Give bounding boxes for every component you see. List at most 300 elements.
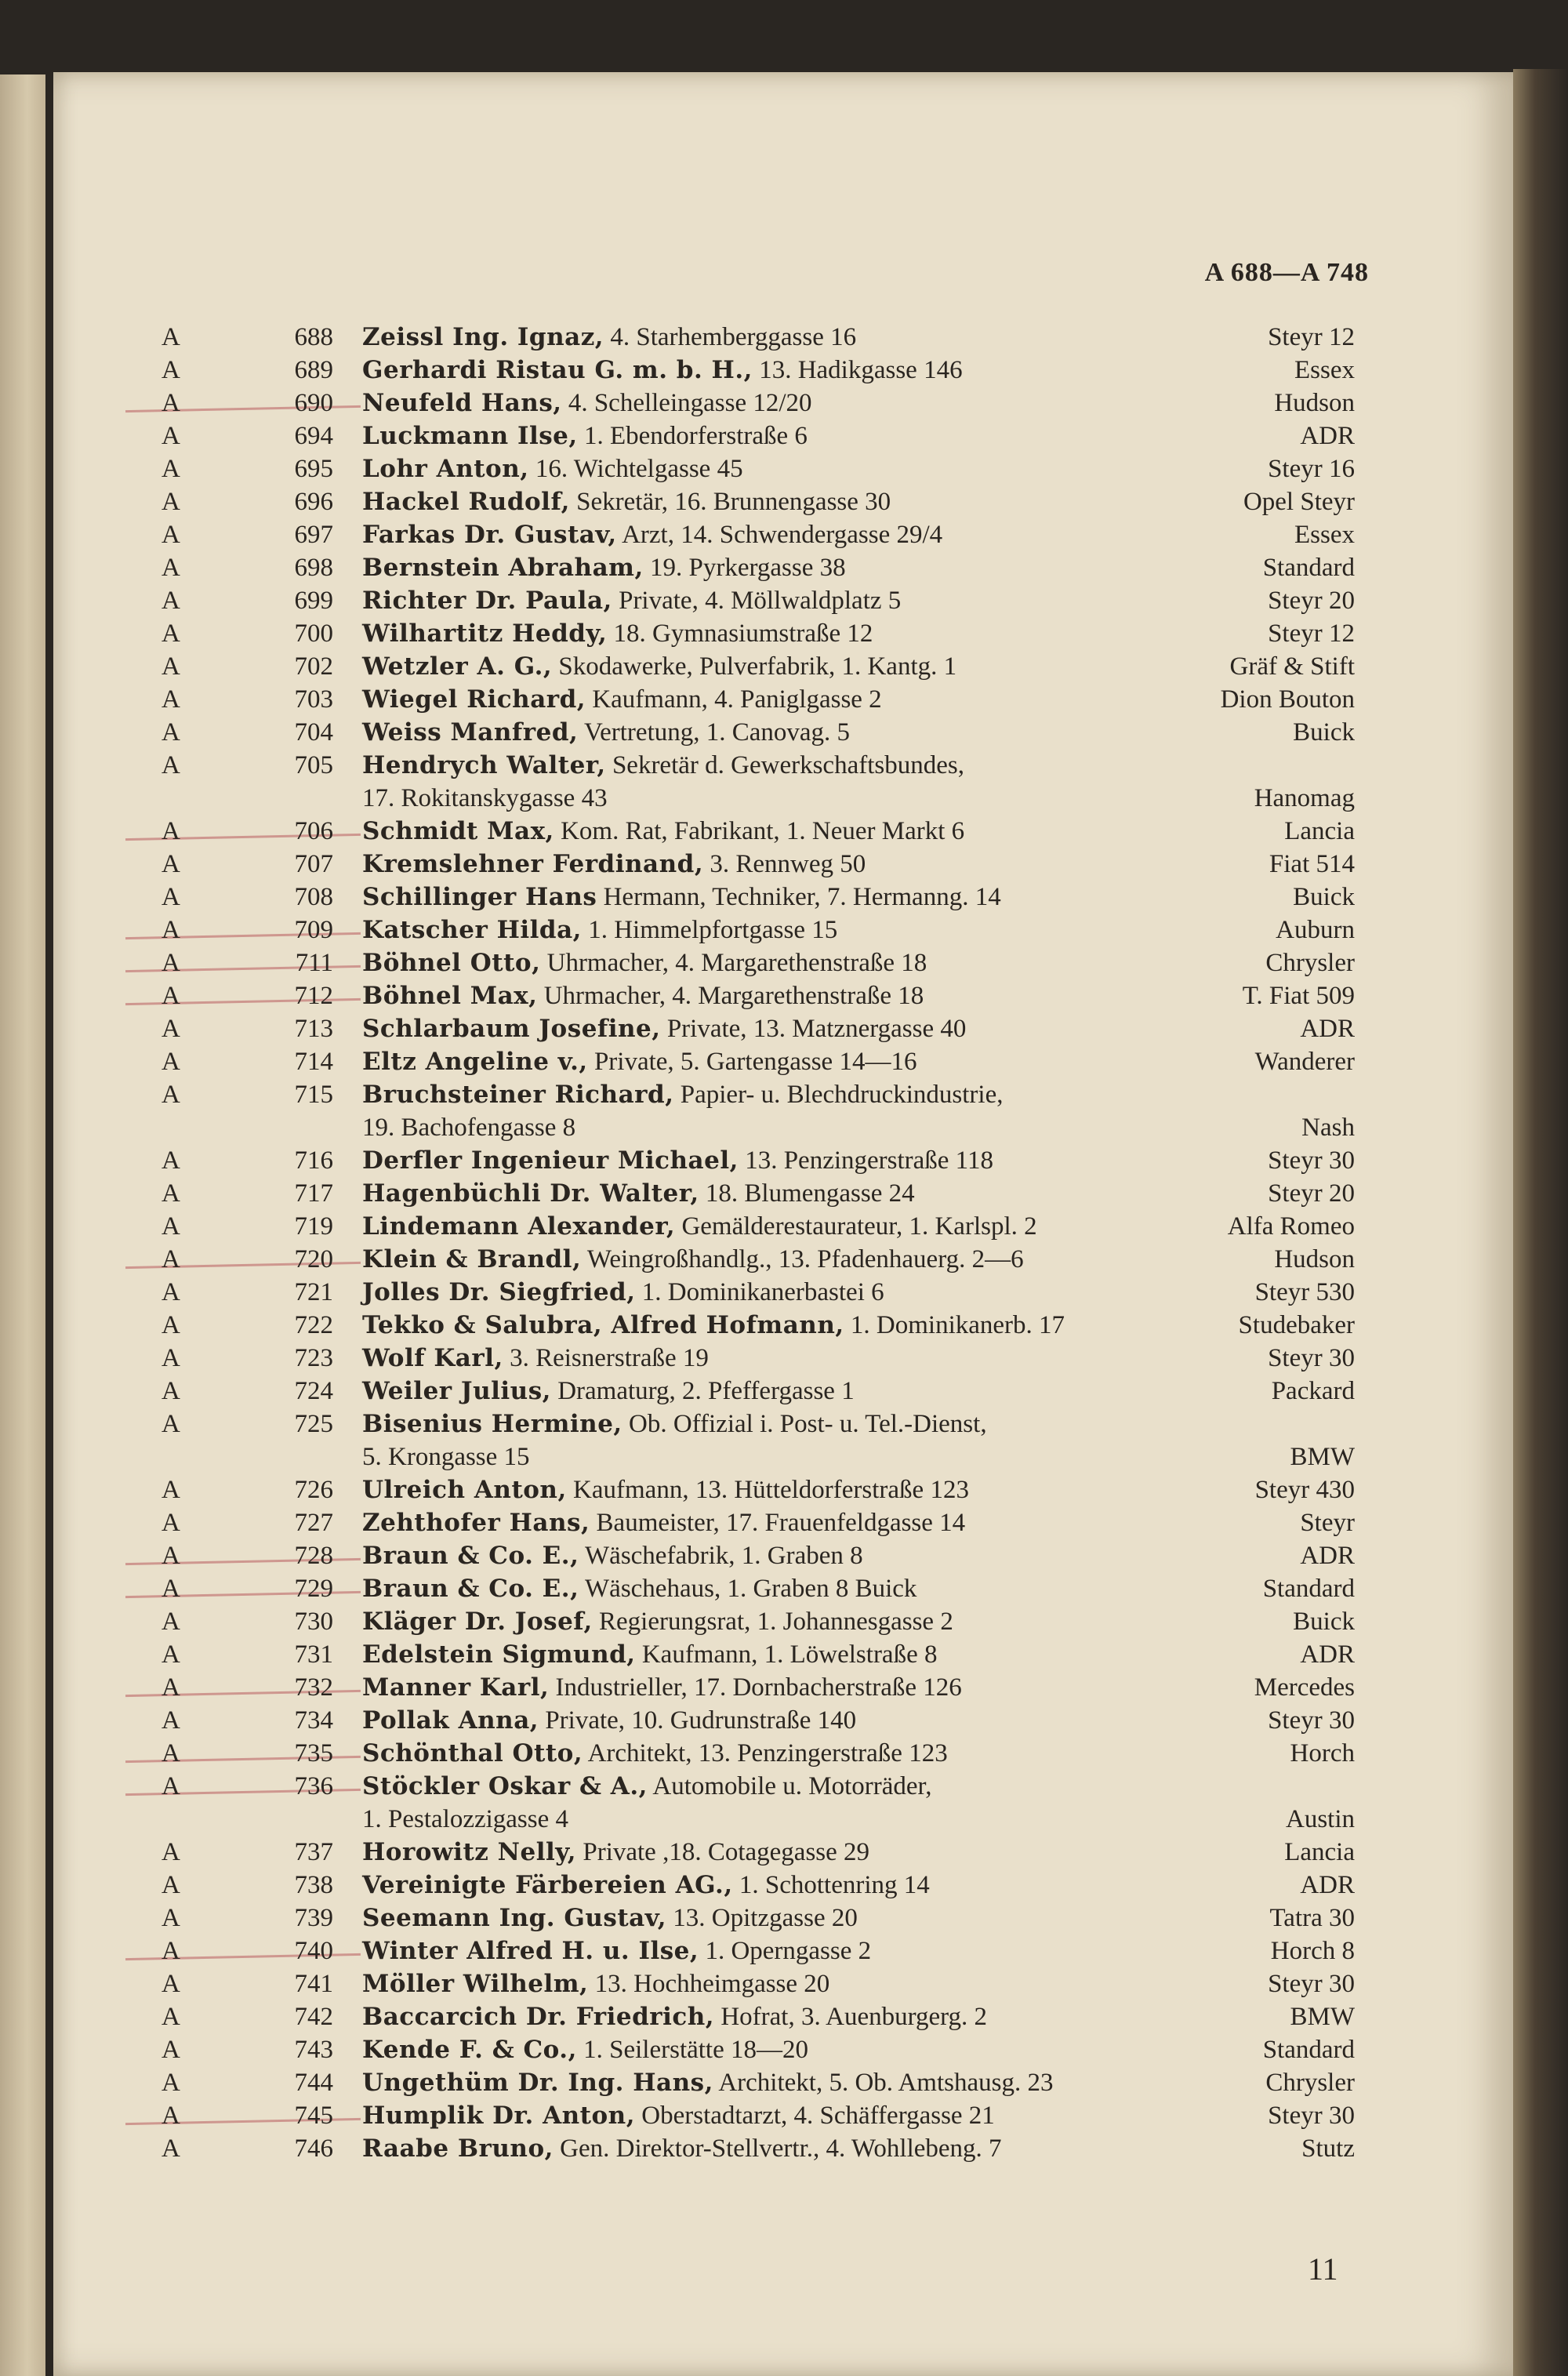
plate-prefix: A <box>162 1739 180 1767</box>
plate-number: 731 <box>294 1640 333 1669</box>
plate-number: 713 <box>294 1015 333 1043</box>
owner-details: Uhrmacher, 4. Margarethenstraße 18 <box>540 949 927 977</box>
owner-details: Private, 13. Matznergasse 40 <box>660 1015 967 1043</box>
car-make: Lancia <box>1284 817 1355 845</box>
owner-name: Richter Dr. Paula, <box>362 587 612 615</box>
plate-number: 696 <box>294 488 333 516</box>
owner-name: Böhnel Otto, <box>362 949 541 977</box>
plate-number: 719 <box>294 1212 333 1241</box>
owner-name: Schlarbaum Josefine, <box>362 1015 661 1043</box>
plate-prefix: A <box>162 455 180 483</box>
car-make: Buick <box>1293 883 1355 911</box>
owner-details: 4. Schelleingasse 12/20 <box>561 389 812 417</box>
plate-number: 721 <box>294 1278 333 1306</box>
owner-name: Ungethüm Dr. Ing. Hans, <box>362 2069 713 2097</box>
owner-line <box>362 1836 869 1869</box>
directory-entry <box>53 584 1512 617</box>
owner-name: Bernstein Abraham, <box>362 554 644 582</box>
owner-line <box>362 452 743 485</box>
directory-entry <box>53 321 1512 354</box>
owner-name: Zehthofer Hans, <box>362 1509 590 1537</box>
owner-name: Bruchsteiner Richard, <box>362 1081 674 1109</box>
car-make: Gräf & Stift <box>1229 652 1355 681</box>
plate-prefix: A <box>162 718 180 747</box>
plate-number: 715 <box>294 1081 333 1109</box>
owner-line <box>362 946 927 979</box>
owner-name: Schillinger Hans <box>362 883 597 911</box>
owner-line <box>362 650 956 683</box>
owner-line <box>362 518 942 551</box>
plate-number: 723 <box>294 1344 333 1372</box>
directory-entry <box>53 1473 1512 1506</box>
owner-name: Baccarcich Dr. Friedrich, <box>362 2003 715 2031</box>
owner-name: Hagenbüchli Dr. Walter, <box>362 1179 699 1208</box>
car-make: BMW <box>1290 1443 1355 1471</box>
directory-entry <box>53 1177 1512 1210</box>
owner-name: Jolles Dr. Siegfried, <box>362 1278 636 1306</box>
car-make: Essex <box>1294 521 1355 549</box>
owner-name: Kende F. & Co., <box>362 2036 577 2064</box>
directory-entry <box>53 1605 1512 1638</box>
owner-details: Industrieller, 17. Dornbacherstraße 126 <box>549 1673 962 1702</box>
owner-name: Wilhartitz Heddy, <box>362 619 608 648</box>
directory-entry <box>53 1506 1512 1539</box>
owner-line <box>362 914 837 946</box>
plate-prefix: A <box>162 1509 180 1537</box>
plate-prefix: A <box>162 1410 180 1438</box>
owner-details: 13. Hochheimgasse 20 <box>588 1970 830 1998</box>
directory-entry <box>53 1539 1512 1572</box>
directory-entry <box>53 1111 1512 1144</box>
owner-line <box>362 1144 993 1177</box>
plate-number: 736 <box>294 1772 333 1800</box>
directory-entry <box>53 881 1512 914</box>
directory-entry <box>53 1638 1512 1671</box>
owner-details: Baumeister, 17. Frauenfeldgasse 14 <box>590 1509 966 1537</box>
plate-number: 740 <box>294 1937 333 1965</box>
plate-number: 699 <box>294 587 333 615</box>
directory-entry <box>53 749 1512 782</box>
directory-entry <box>53 1045 1512 1078</box>
owner-line <box>362 2033 808 2066</box>
directory-entry <box>53 452 1512 485</box>
plate-number: 705 <box>294 751 333 779</box>
owner-line <box>362 2132 1002 2165</box>
plate-prefix: A <box>162 323 180 351</box>
owner-details: Private, 5. Gartengasse 14—16 <box>587 1048 917 1076</box>
owner-name: Farkas Dr. Gustav, <box>362 521 617 549</box>
plate-prefix: A <box>162 2069 180 2097</box>
plate-prefix: A <box>162 817 180 845</box>
car-make: Steyr <box>1300 1509 1355 1537</box>
plate-prefix: A <box>162 2036 180 2064</box>
plate-prefix: A <box>162 2102 180 2130</box>
plate-number: 742 <box>294 2003 333 2031</box>
owner-name: Bisenius Hermine, <box>362 1410 622 1438</box>
owner-line <box>362 1737 948 1770</box>
owner-details: Hermann, Techniker, 7. Hermanng. 14 <box>597 883 1001 911</box>
owner-line <box>362 1243 1024 1276</box>
owner-details: Kaufmann, 13. Hütteldorferstraße 123 <box>566 1476 969 1504</box>
car-make: Steyr 20 <box>1268 587 1355 615</box>
car-make: Standard <box>1262 1575 1355 1603</box>
owner-line <box>362 749 964 782</box>
owner-line <box>362 617 873 650</box>
owner-details: 5. Krongasse 15 <box>362 1443 530 1471</box>
owner-name: Braun & Co. E., <box>362 1575 579 1603</box>
owner-name: Schmidt Max, <box>362 817 554 845</box>
plate-prefix: A <box>162 1640 180 1669</box>
owner-details: 1. Schottenring 14 <box>732 1871 930 1899</box>
directory-entry <box>53 979 1512 1012</box>
owner-name: Horowitz Nelly, <box>362 1838 577 1866</box>
directory-entry <box>53 387 1512 420</box>
owner-details: 17. Rokitanskygasse 43 <box>362 784 608 812</box>
directory-entry <box>53 1210 1512 1243</box>
directory-entry <box>53 1440 1512 1473</box>
directory-entry <box>53 1770 1512 1803</box>
directory-entry <box>53 815 1512 848</box>
plate-number: 727 <box>294 1509 333 1537</box>
owner-name: Katscher Hilda, <box>362 916 582 944</box>
owner-name: Weiler Julius, <box>362 1377 551 1405</box>
owner-details: 3. Rennweg 50 <box>703 850 866 878</box>
car-make: Hudson <box>1274 389 1355 417</box>
plate-prefix: A <box>162 1048 180 1076</box>
plate-number: 741 <box>294 1970 333 1998</box>
owner-line <box>362 387 812 420</box>
directory-entry <box>53 650 1512 683</box>
owner-details: Architekt, 5. Ob. Amtshausg. 23 <box>713 2069 1054 2097</box>
directory-entry <box>53 1408 1512 1440</box>
plate-number: 726 <box>294 1476 333 1504</box>
owner-details: Private, 10. Gudrunstraße 140 <box>539 1706 857 1735</box>
owner-name: Hackel Rudolf, <box>362 488 570 516</box>
plate-prefix: A <box>162 850 180 878</box>
directory-entry <box>53 1342 1512 1375</box>
owner-details: Sekretär d. Gewerkschaftsbundes, <box>605 751 964 779</box>
plate-number: 729 <box>294 1575 333 1603</box>
owner-details: Architekt, 13. Penzingerstraße 123 <box>583 1739 948 1767</box>
owner-line <box>362 1638 937 1671</box>
directory-entry <box>53 617 1512 650</box>
owner-line <box>362 1473 969 1506</box>
car-make: ADR <box>1300 1871 1355 1899</box>
owner-details: Kaufmann, 1. Löwelstraße 8 <box>635 1640 938 1669</box>
car-make: Standard <box>1262 554 1355 582</box>
directory-entry <box>53 1836 1512 1869</box>
plate-number: 716 <box>294 1146 333 1175</box>
owner-name: Edelstein Sigmund, <box>362 1640 636 1669</box>
plate-number: 746 <box>294 2134 333 2163</box>
owner-line <box>362 2066 1053 2099</box>
plate-number: 695 <box>294 455 333 483</box>
car-make: ADR <box>1300 1015 1355 1043</box>
owner-name: Weiss Manfred, <box>362 718 579 747</box>
directory-entry <box>53 1309 1512 1342</box>
car-make: Mercedes <box>1254 1673 1355 1702</box>
owner-line <box>362 881 1001 914</box>
car-make: Studebaker <box>1238 1311 1355 1339</box>
car-make: Packard <box>1271 1377 1355 1405</box>
plate-prefix: A <box>162 685 180 714</box>
directory-entry <box>53 1704 1512 1737</box>
owner-name: Wetzler A. G., <box>362 652 553 681</box>
directory-entry <box>53 848 1512 881</box>
owner-name: Lohr Anton, <box>362 455 529 483</box>
plate-number: 689 <box>294 356 333 384</box>
plate-number: 720 <box>294 1245 333 1273</box>
directory-entry <box>53 354 1512 387</box>
owner-name: Kremslehner Ferdinand, <box>362 850 704 878</box>
car-make: Nash <box>1301 1114 1355 1142</box>
running-head: A 688—A 748 <box>1204 258 1369 287</box>
plate-prefix: A <box>162 2134 180 2163</box>
car-make: Steyr 530 <box>1254 1278 1355 1306</box>
directory-entry <box>53 1144 1512 1177</box>
owner-details: 19. Pyrkergasse 38 <box>643 554 846 582</box>
owner-line <box>362 1704 856 1737</box>
plate-number: 725 <box>294 1410 333 1438</box>
car-make: Standard <box>1262 2036 1355 2064</box>
owner-name: Zeissl Ing. Ignaz, <box>362 323 604 351</box>
plate-number: 744 <box>294 2069 333 2097</box>
owner-name: Raabe Bruno, <box>362 2134 554 2163</box>
owner-details: 3. Reisnerstraße 19 <box>503 1344 709 1372</box>
owner-details: 18. Gymnasiumstraße 12 <box>607 619 873 648</box>
owner-details: Skodawerke, Pulverfabrik, 1. Kantg. 1 <box>552 652 957 681</box>
plate-prefix: A <box>162 982 180 1010</box>
plate-prefix: A <box>162 2003 180 2031</box>
car-make: ADR <box>1300 1640 1355 1669</box>
plate-prefix: A <box>162 1970 180 1998</box>
owner-line <box>362 1539 863 1572</box>
plate-number: 711 <box>295 949 333 977</box>
plate-prefix: A <box>162 1575 180 1603</box>
directory-entry <box>53 1803 1512 1836</box>
car-make: Steyr 30 <box>1268 1146 1355 1175</box>
owner-name: Möller Wilhelm, <box>362 1970 589 1998</box>
car-make: Essex <box>1294 356 1355 384</box>
plate-prefix: A <box>162 1146 180 1175</box>
owner-details: Uhrmacher, 4. Margarethenstraße 18 <box>537 982 924 1010</box>
car-make: Steyr 30 <box>1268 1970 1355 1998</box>
directory-entry <box>53 2099 1512 2132</box>
owner-details: Automobile u. Motorräder, <box>647 1772 932 1800</box>
plate-number: 697 <box>294 521 333 549</box>
owner-name: Wolf Karl, <box>362 1344 503 1372</box>
directory-entry <box>53 1572 1512 1605</box>
plate-prefix: A <box>162 554 180 582</box>
owner-name: Pollak Anna, <box>362 1706 539 1735</box>
owner-line <box>362 716 850 749</box>
plate-number: 702 <box>294 652 333 681</box>
plate-number: 735 <box>294 1739 333 1767</box>
plate-number: 688 <box>294 323 333 351</box>
owner-name: Manner Karl, <box>362 1673 550 1702</box>
directory-entry <box>53 551 1512 584</box>
owner-name: Schönthal Otto, <box>362 1739 583 1767</box>
plate-number: 743 <box>294 2036 333 2064</box>
directory-entry <box>53 1276 1512 1309</box>
plate-prefix: A <box>162 1673 180 1702</box>
car-make: Tatra 30 <box>1269 1904 1355 1932</box>
owner-line <box>362 1506 965 1539</box>
owner-line <box>362 1770 931 1803</box>
plate-prefix: A <box>162 356 180 384</box>
plate-number: 712 <box>294 982 333 1010</box>
car-make: Steyr 430 <box>1254 1476 1355 1504</box>
owner-line <box>362 1111 575 1144</box>
owner-line <box>362 1177 915 1210</box>
plate-prefix: A <box>162 1015 180 1043</box>
owner-details: Ob. Offizial i. Post- u. Tel.-Dienst, <box>622 1410 987 1438</box>
directory-entry <box>53 2033 1512 2066</box>
owner-details: 19. Bachofengasse 8 <box>362 1114 576 1142</box>
owner-line <box>362 420 808 452</box>
owner-details: Arzt, 14. Schwendergasse 29/4 <box>616 521 943 549</box>
owner-line <box>362 354 963 387</box>
owner-details: 1. Ebendorferstraße 6 <box>577 422 808 450</box>
owner-details: Oberstadtarzt, 4. Schäffergasse 21 <box>635 2102 995 2130</box>
page-number: 11 <box>1308 2251 1338 2287</box>
owner-details: Gemälderestaurateur, 1. Karlspl. 2 <box>675 1212 1037 1241</box>
plate-prefix: A <box>162 1245 180 1273</box>
plate-prefix: A <box>162 1476 180 1504</box>
directory-entry <box>53 1737 1512 1770</box>
owner-details: Gen. Direktor-Stellvertr., 4. Wohllebeng. 7 <box>553 2134 1002 2163</box>
plate-number: 724 <box>294 1377 333 1405</box>
car-make: ADR <box>1300 422 1355 450</box>
directory-entry <box>53 2132 1512 2165</box>
directory-entry <box>53 1375 1512 1408</box>
plate-number: 732 <box>294 1673 333 1702</box>
car-make: Chrysler <box>1265 2069 1355 2097</box>
owner-line <box>362 1935 871 1967</box>
car-make: Steyr 20 <box>1268 1179 1355 1208</box>
plate-prefix: A <box>162 751 180 779</box>
plate-number: 714 <box>294 1048 333 1076</box>
car-make: Steyr 12 <box>1268 619 1355 648</box>
plate-number: 703 <box>294 685 333 714</box>
car-make: Steyr 16 <box>1268 455 1355 483</box>
owner-name: Tekko & Salubra, Alfred Hofmann, <box>362 1311 844 1339</box>
owner-line <box>362 1869 930 1902</box>
plate-number: 730 <box>294 1608 333 1636</box>
owner-details: 4. Starhemberggasse 16 <box>604 323 857 351</box>
owner-details: 1. Dominikanerb. 17 <box>844 1311 1065 1339</box>
plate-number: 708 <box>294 883 333 911</box>
car-make: Lancia <box>1284 1838 1355 1866</box>
owner-name: Ulreich Anton, <box>362 1476 567 1504</box>
car-make: Hanomag <box>1254 784 1355 812</box>
owner-name: Seemann Ing. Gustav, <box>362 1904 667 1932</box>
directory-entry <box>53 1078 1512 1111</box>
owner-details: Sekretär, 16. Brunnengasse 30 <box>569 488 891 516</box>
car-make: Horch <box>1290 1739 1355 1767</box>
owner-name: Lindemann Alexander, <box>362 1212 676 1241</box>
directory-entry <box>53 420 1512 452</box>
owner-name: Neufeld Hans, <box>362 389 562 417</box>
owner-line <box>362 1210 1037 1243</box>
plate-prefix: A <box>162 1542 180 1570</box>
owner-line <box>362 815 964 848</box>
owner-line <box>362 1045 916 1078</box>
directory-entry <box>53 2066 1512 2099</box>
owner-line <box>362 1375 855 1408</box>
owner-details: 13. Penzingerstraße 118 <box>738 1146 993 1175</box>
owner-name: Derfler Ingenieur Michael, <box>362 1146 739 1175</box>
plate-number: 739 <box>294 1904 333 1932</box>
owner-details: Wäschehaus, 1. Graben 8 Buick <box>579 1575 917 1603</box>
owner-details: 18. Blumengasse 24 <box>699 1179 915 1208</box>
plate-prefix: A <box>162 1344 180 1372</box>
owner-line <box>362 1967 829 2000</box>
owner-details: Weingroßhandlg., 13. Pfadenhauerg. 2—6 <box>581 1245 1024 1273</box>
owner-details: Wäschefabrik, 1. Graben 8 <box>579 1542 863 1570</box>
owner-line <box>362 1012 966 1045</box>
plate-number: 709 <box>294 916 333 944</box>
plate-prefix: A <box>162 521 180 549</box>
plate-number: 737 <box>294 1838 333 1866</box>
directory-entry <box>53 1012 1512 1045</box>
car-make: Horch 8 <box>1270 1937 1355 1965</box>
owner-details: 13. Hadikgasse 146 <box>752 356 963 384</box>
car-make: Steyr 30 <box>1268 1344 1355 1372</box>
car-make: Fiat 514 <box>1269 850 1355 878</box>
car-make: BMW <box>1290 2003 1355 2031</box>
owner-details: 1. Dominikanerbastei 6 <box>635 1278 884 1306</box>
book-edge <box>1513 69 1568 2376</box>
owner-details: 1. Operngasse 2 <box>699 1937 872 1965</box>
directory-entry <box>53 1967 1512 2000</box>
plate-number: 707 <box>294 850 333 878</box>
directory-entry <box>53 946 1512 979</box>
plate-number: 717 <box>294 1179 333 1208</box>
owner-details: Kaufmann, 4. Paniglgasse 2 <box>586 685 882 714</box>
directory-entry <box>53 716 1512 749</box>
owner-details: Private, 4. Möllwaldplatz 5 <box>612 587 902 615</box>
car-make: Buick <box>1293 718 1355 747</box>
car-make: T. Fiat 509 <box>1242 982 1355 1010</box>
plate-prefix: A <box>162 1311 180 1339</box>
plate-number: 728 <box>294 1542 333 1570</box>
plate-prefix: A <box>162 1904 180 1932</box>
car-make: Steyr 30 <box>1268 1706 1355 1735</box>
owner-name: Kläger Dr. Josef, <box>362 1608 593 1636</box>
directory-entry <box>53 683 1512 716</box>
car-make: Steyr 30 <box>1268 2102 1355 2130</box>
owner-line <box>362 683 882 716</box>
owner-name: Luckmann Ilse, <box>362 422 578 450</box>
car-make: Wanderer <box>1254 1048 1355 1076</box>
owner-name: Humplik Dr. Anton, <box>362 2102 636 2130</box>
plate-number: 704 <box>294 718 333 747</box>
plate-prefix: A <box>162 1179 180 1208</box>
owner-details: Hofrat, 3. Auenburgerg. 2 <box>714 2003 988 2031</box>
owner-line <box>362 1671 962 1704</box>
car-make: Stutz <box>1301 2134 1355 2163</box>
plate-number: 738 <box>294 1871 333 1899</box>
owner-line <box>362 1572 916 1605</box>
car-make: Auburn <box>1276 916 1355 944</box>
owner-line <box>362 485 891 518</box>
owner-line <box>362 1440 530 1473</box>
car-make: Austin <box>1285 1805 1355 1833</box>
car-make: Dion Bouton <box>1220 685 1355 714</box>
owner-name: Klein & Brandl, <box>362 1245 582 1273</box>
owner-details: 1. Pestalozzigasse 4 <box>362 1805 569 1833</box>
